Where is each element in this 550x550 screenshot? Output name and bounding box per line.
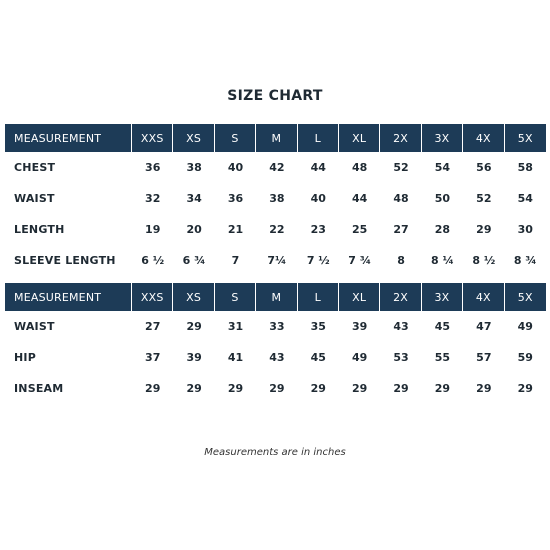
- table-cell: 21: [227, 223, 244, 236]
- row-label: HIP: [14, 351, 36, 364]
- header-size: XL: [339, 283, 380, 311]
- table-cell: 39: [352, 320, 368, 333]
- header-size: 4X: [463, 283, 504, 311]
- header-size: 3X: [422, 283, 463, 311]
- table-cell: 6 ¾: [182, 254, 206, 267]
- header-size: M: [256, 124, 297, 152]
- header-size: L: [298, 283, 339, 311]
- table-cell: 29: [434, 382, 451, 395]
- table-header-row: [5, 283, 546, 311]
- table-cell: 8 ¼: [431, 254, 454, 267]
- table-cell: 8 ¾: [513, 254, 537, 267]
- table-cell: 22: [269, 223, 285, 236]
- table-cell: 6 ½: [141, 254, 165, 267]
- table-cell: 50: [434, 192, 451, 205]
- table-cell: 40: [227, 161, 244, 174]
- table-cell: 58: [517, 161, 533, 174]
- row-label: SLEEVE LENGTH: [14, 254, 116, 267]
- table-cell: 38: [269, 192, 285, 205]
- table-cell: 20: [186, 223, 202, 236]
- header-size: 3X: [422, 124, 463, 152]
- header-measurement: MEASUREMENT: [5, 124, 132, 152]
- table-cell: 42: [269, 161, 285, 174]
- header-size: XS: [173, 124, 214, 152]
- table-row-sleeve-length: [5, 245, 546, 276]
- table-cell: 25: [352, 223, 368, 236]
- table-cell: 27: [393, 223, 409, 236]
- row-label: INSEAM: [14, 382, 64, 395]
- page-title: SIZE CHART: [227, 88, 323, 104]
- table-cell: 19: [145, 223, 161, 236]
- table-cell: 52: [393, 161, 409, 174]
- table-cell: 7¼: [267, 254, 287, 267]
- size-table-top: [5, 124, 546, 276]
- table-cell: 43: [269, 351, 285, 364]
- table-cell: 29: [476, 382, 492, 395]
- table-cell: 7 ½: [306, 254, 330, 267]
- row-label: CHEST: [14, 161, 56, 174]
- row-label: WAIST: [14, 320, 55, 333]
- table-row-inseam: [5, 373, 546, 404]
- table-cell: 41: [227, 351, 244, 364]
- table-cell: 29: [186, 320, 202, 333]
- table-row-hip: [5, 342, 546, 373]
- table-cell: 44: [310, 161, 326, 174]
- row-label: WAIST: [14, 192, 55, 205]
- header-size: 4X: [463, 124, 504, 152]
- table-cell: 47: [476, 320, 492, 333]
- table-cell: 44: [352, 192, 368, 205]
- table-cell: 59: [517, 351, 533, 364]
- table-cell: 33: [269, 320, 285, 333]
- table-cell: 55: [434, 351, 451, 364]
- table-cell: 45: [310, 351, 326, 364]
- table-cell: 34: [186, 192, 202, 205]
- table-cell: 56: [476, 161, 492, 174]
- table-cell: 8: [397, 254, 405, 267]
- table-cell: 37: [145, 351, 161, 364]
- table-cell: 35: [310, 320, 326, 333]
- table-cell: 29: [227, 382, 244, 395]
- table-cell: 29: [393, 382, 409, 395]
- table-cell: 32: [145, 192, 161, 205]
- header-size: S: [215, 283, 256, 311]
- table-cell: 54: [517, 192, 533, 205]
- table-cell: 49: [352, 351, 368, 364]
- table-row-waist: [5, 311, 546, 342]
- header-size: XS: [173, 283, 214, 311]
- table-cell: 36: [145, 161, 161, 174]
- table-cell: 27: [145, 320, 161, 333]
- table-cell: 52: [476, 192, 492, 205]
- table-cell: 23: [310, 223, 326, 236]
- header-size: XXS: [132, 283, 173, 311]
- table-cell: 45: [434, 320, 451, 333]
- table-cell: 29: [517, 382, 533, 395]
- table-row-length: [5, 214, 546, 245]
- table-cell: 38: [186, 161, 202, 174]
- table-cell: 53: [393, 351, 409, 364]
- table-cell: 29: [186, 382, 202, 395]
- table-cell: 7: [231, 254, 240, 267]
- table-row-waist: [5, 183, 546, 214]
- table-cell: 43: [393, 320, 409, 333]
- table-cell: 7 ¾: [348, 254, 372, 267]
- table-cell: 29: [145, 382, 161, 395]
- table-cell: 29: [476, 223, 492, 236]
- table-cell: 57: [476, 351, 492, 364]
- measurement-note: Measurements are in inches: [204, 447, 346, 458]
- table-cell: 30: [517, 223, 533, 236]
- header-size: XL: [339, 124, 380, 152]
- header-size: S: [215, 124, 256, 152]
- row-label: LENGTH: [14, 223, 65, 236]
- header-size: 2X: [380, 124, 421, 152]
- header-size: L: [298, 124, 339, 152]
- table-row-chest: [5, 152, 546, 183]
- table-cell: 54: [434, 161, 451, 174]
- size-table-bottom: [5, 283, 546, 404]
- table-cell: 48: [352, 161, 368, 174]
- table-cell: 48: [393, 192, 409, 205]
- header-size: XXS: [132, 124, 173, 152]
- table-cell: 36: [227, 192, 244, 205]
- header-measurement: MEASUREMENT: [5, 283, 132, 311]
- header-size: 2X: [380, 283, 421, 311]
- table-cell: 29: [310, 382, 326, 395]
- table-cell: 29: [352, 382, 368, 395]
- table-cell: 29: [269, 382, 285, 395]
- header-size: 5X: [505, 283, 546, 311]
- table-header-row: [5, 124, 546, 152]
- table-cell: 8 ½: [472, 254, 496, 267]
- table-cell: 28: [434, 223, 451, 236]
- table-cell: 31: [227, 320, 244, 333]
- table-cell: 40: [310, 192, 326, 205]
- table-cell: 39: [186, 351, 202, 364]
- table-cell: 49: [517, 320, 533, 333]
- header-size: 5X: [505, 124, 546, 152]
- header-size: M: [256, 283, 297, 311]
